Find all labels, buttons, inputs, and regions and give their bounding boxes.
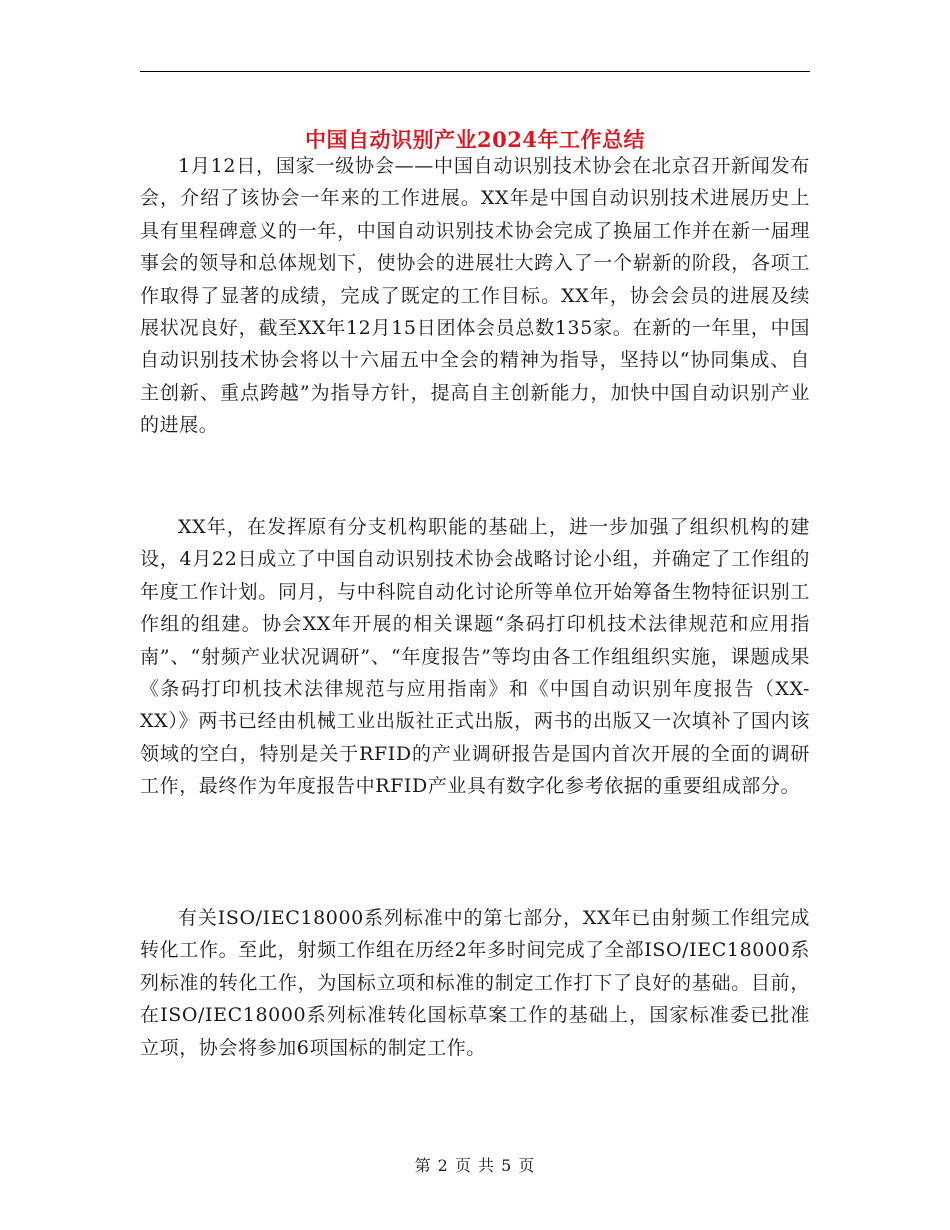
page-number: 第 2 页 共 5 页 (414, 1156, 536, 1175)
header-rule (140, 71, 810, 72)
body-paragraph: XX年，在发挥原有分支机构职能的基础上，进一步加强了组织机构的建设，4月22日成立了中国自动识别技术协会战略讨论小组，并确定了工作组的年度工作计划。同月，与中科院自动化讨论所等单位开始筹备生物特征识别工作组的组建。协会XX年开展的相关课题“条码打印机技术法律规范和应用指南”、“射频产业状况调研”、“年度报告”等均由各工作组组织实施，课题成果《条码打印机技术法律规范与应用指南》和《中国自动识别年度报告（XX-XX）》两书已经由机械工业出版社正式出版，两书的出版又一次填补了国内该领域的空白，特别是关于RFID的产业调研报告是国内首次开展的全面的调研工作，最终作为年度报告中RFID产业具有数字化参考依据的重要组成部分。 (140, 516, 810, 798)
body-paragraph: 有关ISO/IEC18000系列标准中的第七部分，XX年已由射频工作组完成转化工作。至此，射频工作组在历经2年多时间完成了全部ISO/IEC18000系列标准的转化工作，为国标立项和标准的制定工作打下了良好的基础。目前，在ISO/IEC18000系列标准转化国标草案工作的基础上，国家标准委已批准立项，协会将参加6项国标的制定工作。 (140, 907, 810, 1059)
body-paragraph: 1月12日，国家一级协会——中国自动识别技术协会在北京召开新闻发布会，介绍了该协会一年来的工作进展。XX年是中国自动识别技术进展历史上具有里程碑意义的一年，中国自动识别技术协会完成了换届工作并在新一届理事会的领导和总体规划下，使协会的进展壮大跨入了一个崭新的阶段，各项工作取得了显著的成绩，完成了既定的工作目标。XX年，协会会员的进展及续展状况良好，截至XX年12月15日团体会员总数135家。在新的一年里，中国自动识别技术协会将以十六届五中全会的精神为指导，坚持以“协同集成、自主创新、重点跨越”为指导方针，提高自主创新能力，加快中国自动识别产业的进展。 (140, 155, 810, 437)
document-title: 中国自动识别产业2024年工作总结 (305, 127, 645, 153)
